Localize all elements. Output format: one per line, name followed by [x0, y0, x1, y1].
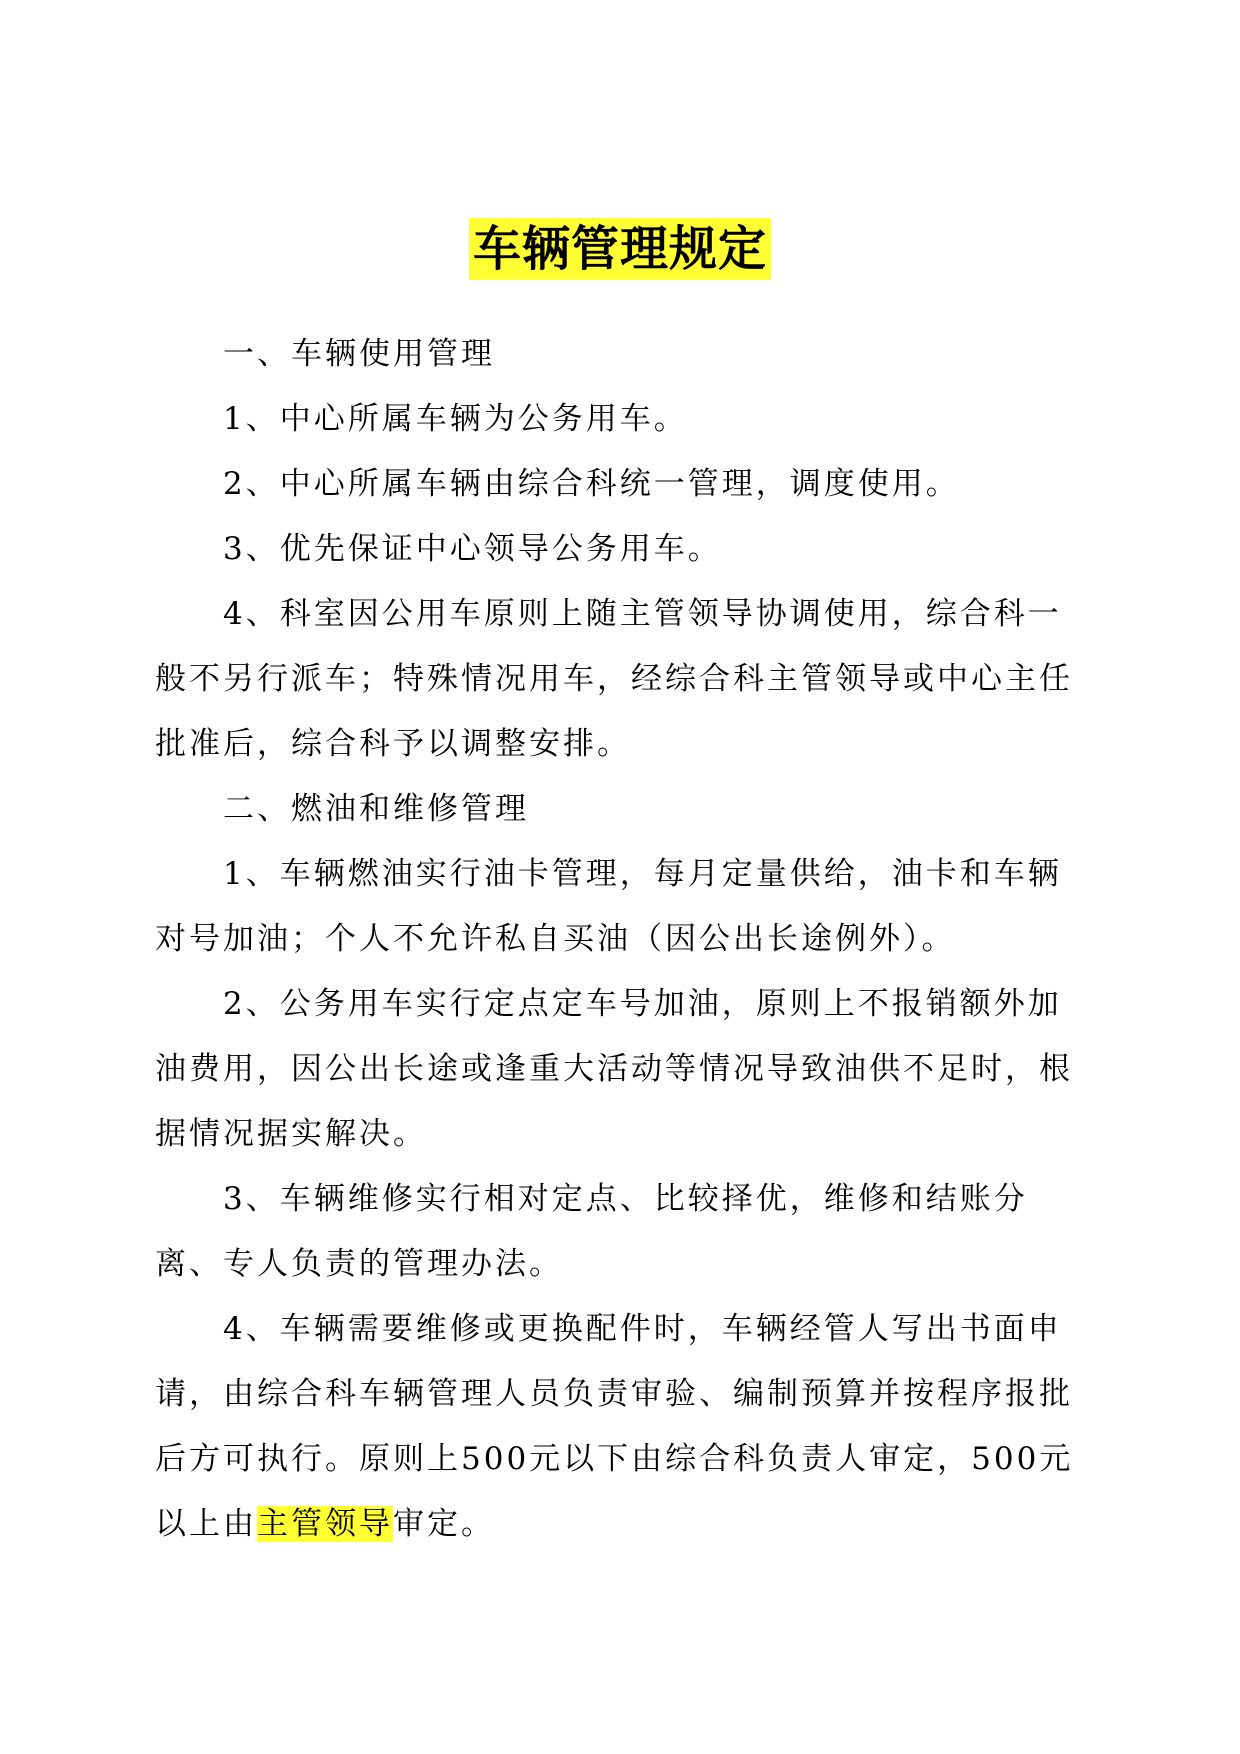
paragraph-2-3: 3、车辆维修实行相对定点、比较择优，维修和结账分离、专人负责的管理办法。: [155, 1181, 1028, 1282]
document-body: [155, 322, 1085, 1557]
highlighted-text: 主管领导: [257, 1506, 393, 1542]
paragraph-2-4-main-text: 4、车辆需要维修或更换配件时，车辆经管人写出书面申请，由综合科车辆管理人员负责审验、编制预算并按程序报批后方可执行。原则上500元以下由综合科负责人审定，500元以上由: [155, 1311, 1074, 1542]
section-heading-vehicle-use: 一、车辆使用管理: [223, 336, 495, 372]
document-title: 车辆管理规定: [469, 218, 771, 280]
paragraph-2-2: 2、公务用车实行定点定车号加油，原则上不报销额外加油费用，因公出长途或逢重大活动等情况导致油供不足时，根据情况据实解决。: [155, 986, 1073, 1152]
section-heading-fuel-maintenance: 二、燃油和维修管理: [223, 791, 529, 827]
paragraph-1-3: 3、优先保证中心领导公务用车。: [223, 531, 722, 567]
paragraph-2-4: [155, 1297, 1085, 1557]
paragraph-1-4: 4、科室因公用车原则上随主管领导协调使用，综合科一般不另行派车；特殊情况用车，经综合科主管领导或中心主任批准后，综合科予以调整安排。: [155, 596, 1073, 762]
paragraph-2-4-tail-text: 审定。: [393, 1506, 495, 1542]
title-container: [0, 218, 1240, 280]
paragraph-2-1: 1、车辆燃油实行油卡管理，每月定量供给，油卡和车辆对号加油；个人不允许私自买油（因公出长途例外）。: [155, 856, 1062, 957]
paragraph-1-1: 1、中心所属车辆为公务用车。: [223, 401, 688, 437]
paragraph-1-2: 2、中心所属车辆由综合科统一管理，调度使用。: [223, 466, 960, 502]
